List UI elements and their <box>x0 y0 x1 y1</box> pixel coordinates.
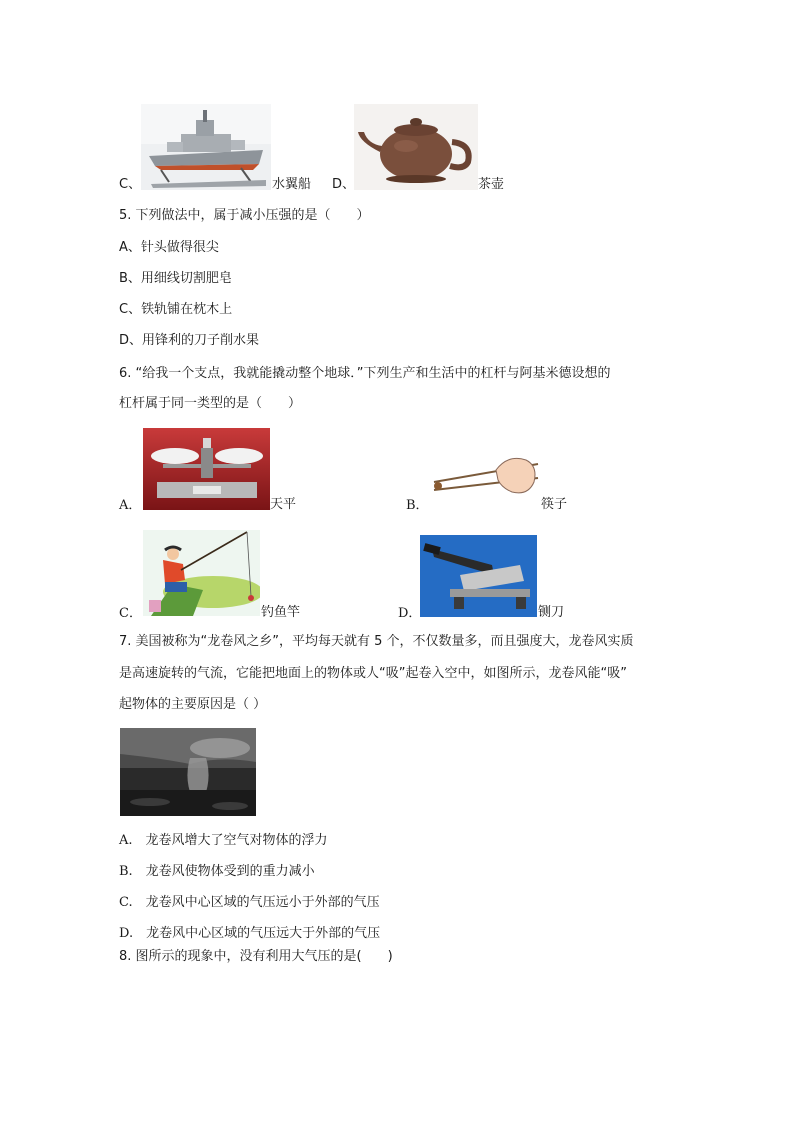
option-d-letter: D． <box>398 606 422 621</box>
question-7-option-b: B. 龙卷风使物体受到的重力减小 <box>119 864 315 879</box>
option-d-caption: 茶壶 <box>478 177 505 192</box>
question-7-option-c: C. 龙卷风中心区域的气压远小于外部的气压 <box>119 895 380 910</box>
fishing-rod-drawing <box>143 530 260 616</box>
question-6-stem-line-2: 杠杆属于同一类型的是（ ） <box>119 396 302 411</box>
chopsticks-drawing <box>428 452 540 500</box>
option-a-letter: A． <box>119 498 142 513</box>
option-c-caption: 水翼船 <box>272 177 312 192</box>
option-b-caption: 筷子 <box>541 497 568 512</box>
tornado-photo <box>120 728 256 816</box>
question-7-stem-line-3: 起物体的主要原因是（ ） <box>119 697 267 712</box>
question-8-stem: 8. 图所示的现象中，没有利用大气压的是( ) <box>119 949 393 964</box>
question-7-option-a: A. 龙卷风增大了空气对物体的浮力 <box>119 833 328 848</box>
option-c-caption: 钓鱼竿 <box>261 605 301 620</box>
question-7-stem-line-2: 是高速旋转的气流，它能把地面上的物体或人“吸”起卷入空中，如图所示，龙卷风能“吸” <box>119 666 627 681</box>
balance-scale-photo <box>143 428 270 510</box>
option-c-letter: C、 <box>119 177 142 192</box>
question-5-stem: 5. 下列做法中，属于减小压强的是（ ） <box>119 208 370 223</box>
question-5-option-d: D、用锋利的刀子削水果 <box>119 333 260 348</box>
option-a-caption: 天平 <box>270 497 297 512</box>
option-c-letter: C． <box>119 606 142 621</box>
hay-cutter-photo <box>420 535 537 617</box>
question-7-stem-line-1: 7. 美国被称为“龙卷风之乡”，平均每天就有 5 个，不仅数量多，而且强度大，龙卷风实质 <box>119 634 634 649</box>
question-6-stem-line-1: 6. “给我一个支点，我就能撬动整个地球．”下列生产和生活中的杠杆与阿基米德设想的 <box>119 366 611 381</box>
option-b-letter: B． <box>406 498 429 513</box>
question-5-option-b: B、用细线切割肥皂 <box>119 271 232 286</box>
teapot-photo <box>354 104 478 190</box>
question-5-option-c: C、铁轨铺在枕木上 <box>119 302 233 317</box>
option-d-letter: D、 <box>332 177 356 192</box>
hydrofoil-ship-photo <box>141 104 271 190</box>
option-d-caption: 铡刀 <box>538 605 565 620</box>
question-7-option-d: D. 龙卷风中心区域的气压远大于外部的气压 <box>119 926 381 941</box>
question-5-option-a: A、针头做得很尖 <box>119 240 219 255</box>
